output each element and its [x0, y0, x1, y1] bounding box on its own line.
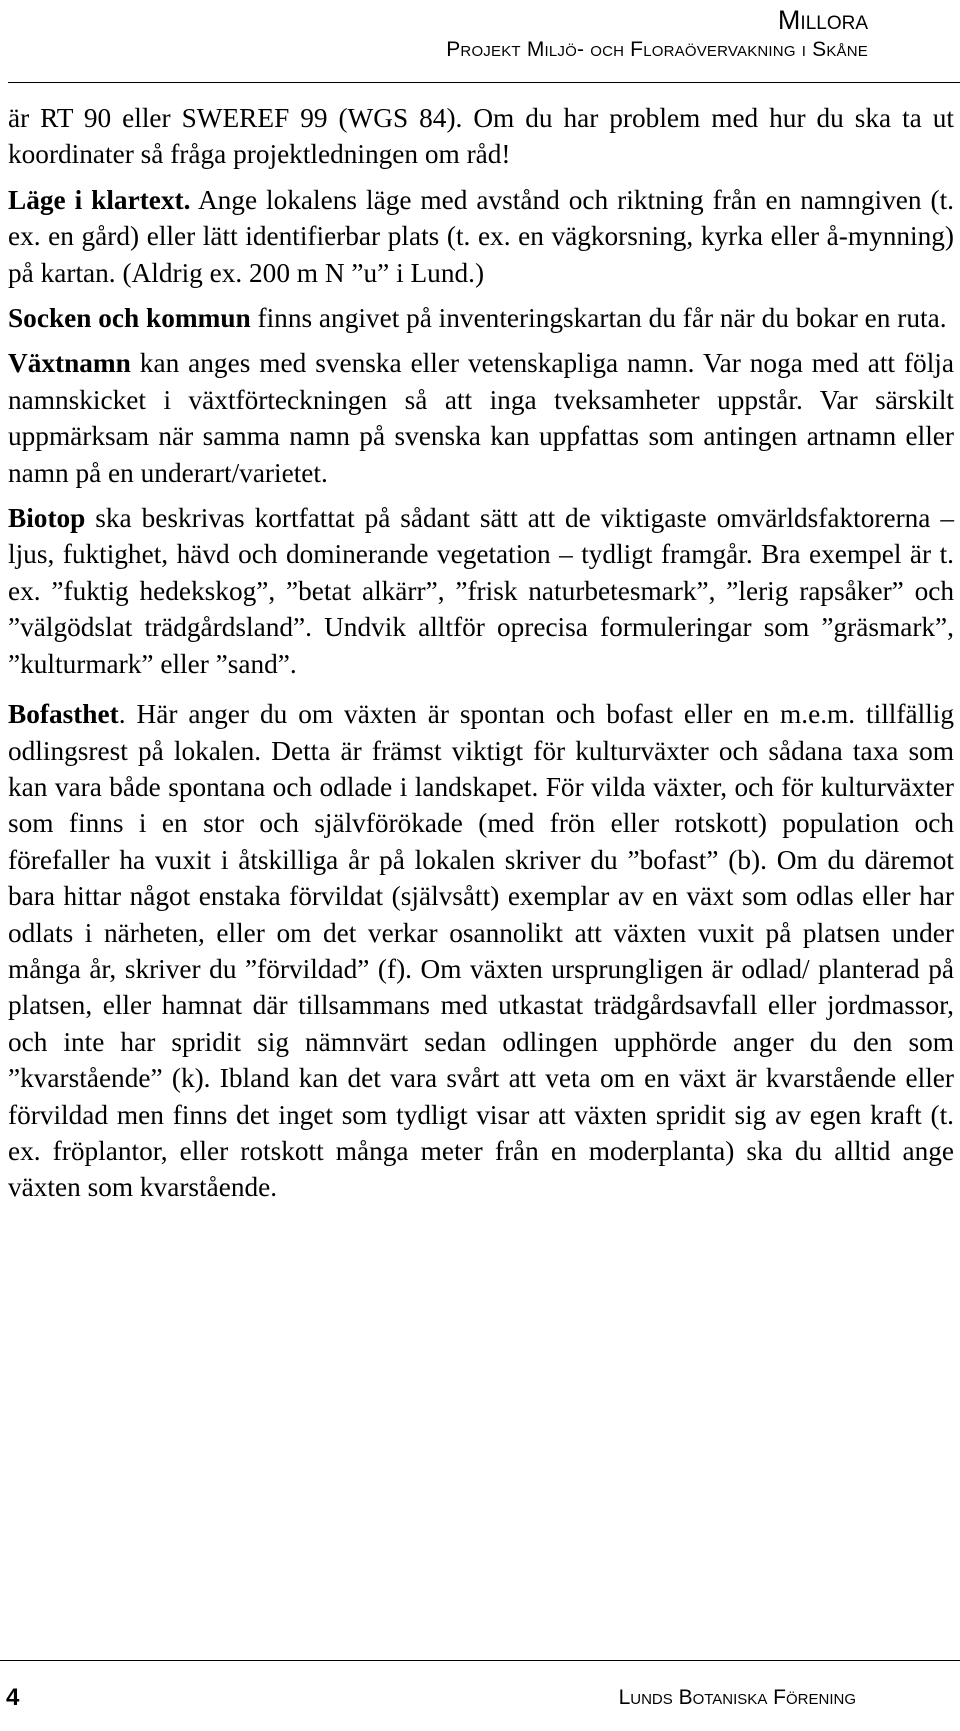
paragraph-text: . Här anger du om växten är spontan och bofast eller en m.e.m. tillfällig odlingsrest på lokalen. Detta är främst viktigt för kulturväxter och sådana taxa som kan vara både spontana och odlade i landskapet. För vilda växter, och för kulturväxter som finns i en stor och självförökade (med frön eller rotskott) population och förefaller ha vuxit i åtskilliga år på lokalen skriver du ”bofast” (b). Om du däremot bara hittar något enstaka förvildat (självsått) exemplar av en växt som odlas eller har odlats i närheten, eller om det verkar osannolikt att växten vuxit på platsen under många år, skriver du ”förvildad” (f). Om växten ursprungligen är odlad/ planterad på platsen, eller hamnat där tillsammans med utkastat trädgårdsavfall eller jordmassor, och inte har spridit sig nämnvärt sedan odlingen upphörde anger du den som ”kvarstående” (k). Ibland kan det vara svårt att veta om en växt är kvarstående eller förvildad men finns det inget som tydligt visar att växten spridit sig av egen kraft (t. ex. fröplantor, eller rotskott många meter från en moderplanta) ska du alltid ange växten som kvarstående.	[8, 699, 954, 1203]
footer-organization: Lunds Botaniska Förening	[618, 1686, 856, 1709]
header-title: Millora	[777, 5, 868, 35]
page-number: 4	[6, 1684, 20, 1711]
paragraph-text: finns angivet på inventeringskartan du får när du bokar en ruta.	[250, 303, 947, 334]
paragraph-plant-names	[8, 345, 954, 491]
paragraph-text: Ange lokalens läge med avstånd och riktning från en namngiven (t. ex. en gård) eller lätt identifierbar plats (t. ex. en vägkorsning, kyrka eller å-mynning) på kartan. (Aldrig ex. 200 m N ”u” i Lund.)	[8, 184, 955, 288]
header-subtitle: Projekt Miljö- och Floraövervakning i Skåne	[446, 38, 868, 61]
paragraph-biotope	[8, 500, 954, 682]
page-header	[446, 4, 868, 64]
footer-divider	[0, 1660, 960, 1661]
document-body	[8, 100, 954, 1206]
paragraph-permanence	[8, 696, 954, 1206]
paragraph-lead: Socken och kommun	[8, 303, 251, 334]
paragraph-text: ska beskrivas kortfattat på sådant sätt att de viktigaste omvärldsfaktorerna – ljus, fuktighet, hävd och dominerande vegetation – tydligt framgår. Bra exempel är t. ex. ”fuktig hedekskog”, ”betat alkärr”, ”frisk naturbetesmark”, ”lerig rapsåker” och ”välgödslat trädgårdsland”. Undvik alltför oprecisa formuleringar som ”gräsmark”, ”kulturmark” eller ”sand”.	[8, 503, 954, 679]
paragraph-lead: Bofasthet	[8, 699, 119, 730]
paragraph-parish	[8, 300, 954, 336]
paragraph-location-text	[8, 182, 954, 291]
paragraph-coordinates	[8, 100, 954, 173]
paragraph-lead: Biotop	[8, 503, 86, 534]
paragraph-lead: Växtnamn	[8, 348, 131, 379]
paragraph-text: är RT 90 eller SWEREF 99 (WGS 84). Om du har problem med hur du ska ta ut koordinater så fråga projektledningen om råd!	[8, 103, 954, 170]
paragraph-lead: Läge i klartext.	[8, 184, 191, 215]
paragraph-text: kan anges med svenska eller vetenskapliga namn. Var noga med att följa namnskicket i växtförteckningen så att inga tveksamheter uppstår. Var särskilt uppmärksam när samma namn på svenska kan uppfattas som antingen artnamn eller namn på en underart/varietet.	[8, 348, 954, 488]
header-divider	[8, 82, 960, 83]
